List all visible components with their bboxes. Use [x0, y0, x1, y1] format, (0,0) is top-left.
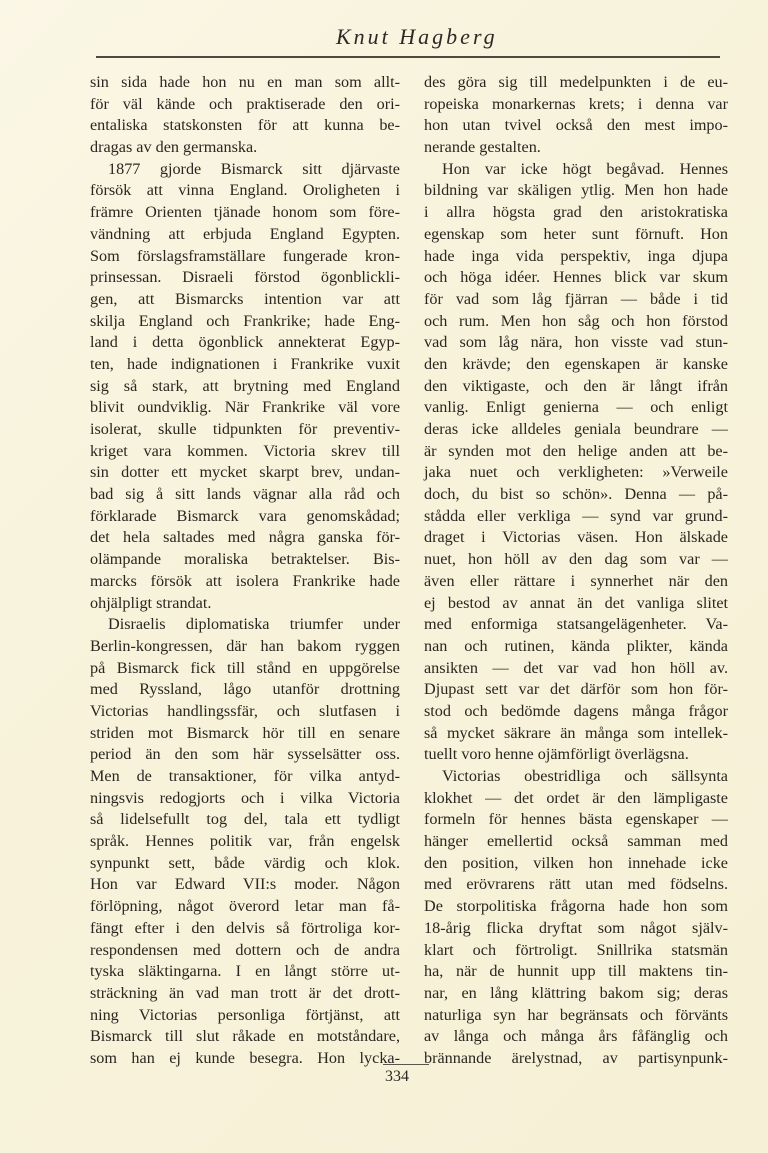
text-line: den krävde; den egenskapen är kanske: [424, 354, 728, 373]
text-line: förklarade Bismarck vara genomskådad;: [90, 506, 400, 525]
text-line: marcks försök att isolera Frankrike hade: [90, 571, 400, 590]
text-line: Disraelis diplomatiska triumfer under: [108, 615, 400, 634]
text-line: period än den som här sysselsätter oss.: [90, 745, 400, 764]
text-line: De storpolitiska frågorna hade hon som: [424, 897, 728, 916]
text-line: den position, vilken hon innehade icke: [424, 853, 728, 872]
text-line: klokhet — det ordet är den lämpligaste: [424, 788, 728, 807]
text-line: skilja England och Frankrike; hade Eng-: [90, 311, 400, 330]
text-line: bad sig å sitt lands vägnar alla råd och: [90, 485, 400, 504]
text-line: nan och rutinen, kända plikter, kända: [424, 636, 728, 655]
text-line: olämpande moraliska betraktelser. Bis-: [90, 550, 400, 569]
text-line: Victorias obestridliga och sällsynta: [442, 767, 728, 785]
text-line: hon utan tvivel också den mest impo-: [424, 116, 728, 135]
text-line: sträckning än vad man trott är det drott-: [90, 983, 400, 1002]
text-line: hade inga vida perspektiv, inga djupa: [424, 246, 728, 265]
text-line: tyska släktingarna. I en långt större ut-: [90, 962, 400, 981]
text-line: tuellt voro henne ojämförligt överlägsna.: [424, 745, 689, 764]
text-line: med enformiga statsangelägenheter. Va-: [424, 615, 728, 634]
text-line: så mycket säkrare än många som intellek-: [424, 723, 728, 742]
text-line: naturliga syn har begränsats och förvänts: [424, 1005, 728, 1024]
text-line: försök att vinna England. Oroligheten i: [90, 181, 400, 200]
text-line: ohjälpligt strandat.: [90, 593, 212, 612]
text-line: och höga idéer. Hennes blick var skum: [424, 268, 728, 287]
text-line: Djupast sett var det därför som hon för-: [424, 680, 728, 699]
text-line: vändning att erbjuda England Egypten.: [90, 224, 400, 243]
text-line: är synden mot den helige anden att be-: [424, 441, 728, 460]
running-head: Knut Hagberg: [336, 24, 498, 49]
text-line: nuet, hon höll av den dag som var —: [424, 550, 728, 569]
text-line: Hon var icke högt begåvad. Hennes: [442, 159, 728, 178]
right-column: [424, 72, 728, 1070]
text-line: land i detta ögonblick annekterat Egyp-: [90, 333, 400, 352]
text-line: striden mot Bismarck hör till en senare: [90, 723, 400, 742]
page-number: 334: [385, 1068, 409, 1085]
text-line: stod och bedömde dagens många frågor: [424, 701, 728, 720]
text-line: deras icke alldeles geniala beundrare —: [424, 420, 728, 438]
text-line: formeln för hennes bästa egenskaper —: [424, 810, 728, 829]
text-line: bildning var skäligen ytlig. Men hon hade: [424, 181, 728, 200]
text-line: främre Orienten tjänade honom som före-: [90, 203, 400, 222]
text-line: ej bestod av annat än det vanliga slitet: [424, 593, 728, 612]
text-line: den viktigaste, och den är långt ifrån: [424, 376, 728, 395]
text-line: nar, en lång klättring bakom sig; deras: [424, 983, 728, 1002]
text-line: så lidelsefullt tog del, tala ett tydligt: [90, 810, 400, 829]
text-line: Hon var Edward VII:s moder. Någon: [90, 875, 400, 894]
text-line: för vad som låg fjärran — både i tid: [424, 289, 728, 308]
text-line: vanlig. Enligt genierna — och enligt: [424, 398, 728, 417]
text-line: ha, när de hunnit upp till maktens tin-: [424, 962, 728, 981]
text-line: sin sida hade hon nu en man som allt-: [90, 73, 400, 91]
text-line: synpunkt sett, både värdig och klok.: [90, 853, 400, 872]
text-line: med erövrarens rätt utan med födselns.: [424, 875, 728, 894]
text-line: fängt efter i den delvis så förtroliga kor-: [90, 918, 400, 937]
text-line: för väl kände och praktiserade den ori-: [90, 94, 400, 113]
text-line: 1877 gjorde Bismarck sitt djärvaste: [108, 159, 400, 178]
text-line: hänger emellertid också samman med: [424, 832, 728, 851]
text-line: jaka nuet och verkligheten: »Verweile: [424, 463, 728, 482]
text-line: Bismarck till slut råkade en motståndare,: [90, 1027, 400, 1046]
text-line: kriget vara kommen. Victoria skrev till: [90, 441, 400, 460]
text-line: blivit oundviklig. När Frankrike väl vore: [90, 398, 400, 417]
text-line: egenskap som heter sunt förnuft. Hon: [424, 224, 728, 243]
folio-rule: [383, 1064, 429, 1065]
text-line: som han ej kunde besegra. Hon lycka-: [90, 1048, 400, 1067]
text-line: förlöpning, något överord letar man få-: [90, 897, 400, 916]
text-line: sin dotter ett mycket skarpt brev, undan-: [90, 463, 400, 482]
text-line: isolerat, skulle tidpunkten för preventiv-: [90, 420, 400, 438]
text-line: vad som låg nära, hon visste vad stun-: [424, 333, 728, 352]
text-line: även eller rättare i synnerhet när den: [424, 571, 728, 590]
text-line: ropeiska monarkernas krets; i denna var: [424, 94, 728, 113]
text-line: i allra högsta grad den aristokratiska: [424, 203, 728, 222]
text-line: ning Victorias personliga förtjänst, att: [90, 1005, 400, 1024]
text-line: nerande gestalten.: [424, 138, 541, 157]
text-line: med Ryssland, lågo utanför drottning: [90, 680, 400, 699]
text-line: sig så stark, att brytning med England: [90, 376, 400, 395]
text-line: klart och förtroligt. Snillrika statsmän: [424, 940, 728, 959]
text-line: stådda eller verkliga — synd var grund-: [424, 506, 728, 525]
left-column: [90, 72, 400, 1070]
text-line: 18-årig flicka dryftat som något själv-: [424, 918, 728, 937]
text-line: prinsessan. Disraeli förstod ögonblickli-: [90, 268, 400, 287]
text-line: doch, du bist so schön». Denna — på-: [424, 485, 728, 504]
text-line: ningsvis redogjorts och i vilka Victoria: [90, 788, 400, 807]
text-line: Berlin-kongressen, där han bakom ryggen: [90, 636, 400, 655]
text-line: Men de transaktioner, för vilka antyd-: [90, 767, 400, 785]
text-line: brännande ärelystnad, av partisynpunk-: [424, 1048, 728, 1067]
text-line: entaliska statskonsten för att kunna be-: [90, 116, 400, 135]
text-line: draget i Victorias väsen. Hon älskade: [424, 528, 728, 547]
text-line: ansikten — det var vad hon höll av.: [424, 658, 728, 677]
text-line: dragas av den germanska.: [90, 138, 258, 157]
text-line: det hela saltades med några ganska för-: [90, 528, 400, 547]
text-line: respondensen med dottern och de andra: [90, 940, 400, 959]
text-line: Victorias handlingssfär, och slutfasen i: [90, 701, 400, 720]
text-line: på Bismarck fick till stånd en uppgörelse: [90, 658, 400, 677]
text-line: och rum. Men hon såg och hon förstod: [424, 311, 728, 330]
text-line: av långa och många års fåfänglig och: [424, 1027, 728, 1046]
page-header: [96, 18, 720, 58]
text-line: ten, hade indignationen i Frankrike vuxit: [90, 354, 400, 373]
text-line: gen, att Bismarcks intention var att: [90, 289, 400, 308]
text-line: Som förslagsframställare fungerade kron-: [90, 246, 400, 265]
text-line: språk. Hennes politik var, från engelsk: [90, 832, 400, 851]
text-line: des göra sig till medelpunkten i de eu-: [424, 73, 728, 91]
